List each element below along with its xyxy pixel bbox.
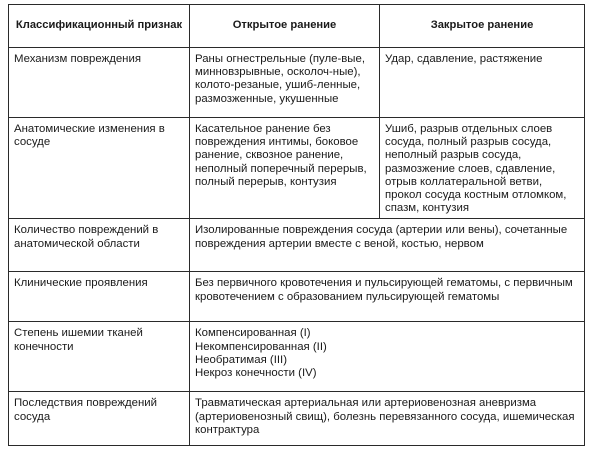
row-label-injury-count: Количество повреждений в анатомической области: [9, 219, 190, 272]
row-label-mechanism: Механизм повреждения: [9, 48, 190, 118]
cell-closed-mechanism: Удар, сдавление, растяжение: [380, 48, 585, 118]
cell-open-mechanism: Раны огнестрельные (пуле-вые, минновзрывные, осколоч-ные), колото-резаные, ушиб-ленные, размозженные, укушенные: [190, 48, 380, 118]
header-closed-wound: Закрытое ранение: [380, 5, 585, 48]
table-row: [9, 118, 585, 219]
row-label-consequences: Последствия повреждений сосуда: [9, 392, 190, 446]
table-header-row: [9, 5, 585, 48]
list-item: Некомпенсированная (II): [195, 340, 327, 353]
cell-open-anatomical-changes: Касательное ранение без повреждения интимы, боковое ранение, сквозное ранение, неполный поперечный перерыв, полный перерыв, контузия: [190, 118, 380, 219]
row-label-anatomical-changes: Анатомические изменения в сосуде: [9, 118, 190, 219]
header-open-wound: Открытое ранение: [190, 5, 380, 48]
cell-injury-count: Изолированные повреждения сосуда (артерии или вены), сочетанные повреждения артерии вместе с веной, костью, нервом: [190, 219, 585, 272]
table-row: [9, 272, 585, 322]
table-row: [9, 48, 585, 118]
list-item: Компенсированная (I): [195, 327, 311, 340]
cell-consequences: Травматическая артериальная или артериовенозная аневризма (артериовенозный свищ), болезнь перевязанного сосуда, ишемическая контрактура: [190, 392, 585, 446]
list-item: Необратимая (III): [195, 353, 287, 366]
row-label-clinical: Клинические проявления: [9, 272, 190, 322]
cell-ischemia-degrees: [190, 322, 585, 392]
classification-table: [8, 4, 585, 446]
table-row: [9, 322, 585, 392]
header-classification-criterion: Классификационный признак: [9, 5, 190, 48]
row-label-ischemia: Степень ишемии тканей конечности: [9, 322, 190, 392]
list-item: Некроз конечности (IV): [195, 367, 317, 380]
table-row: [9, 219, 585, 272]
cell-closed-anatomical-changes: Ушиб, разрыв отдельных слоев сосуда, полный разрыв сосуда, неполный разрыв сосуда, размозжение слоев, сдавление, отрыв коллатеральной ветви, прокол сосуда костным отломком, спазм, контузия: [380, 118, 585, 219]
cell-clinical: Без первичного кровотечения и пульсирующей гематомы, с первичным кровотечением с образованием пульсирующей гематомы: [190, 272, 585, 322]
table-row: [9, 392, 585, 446]
